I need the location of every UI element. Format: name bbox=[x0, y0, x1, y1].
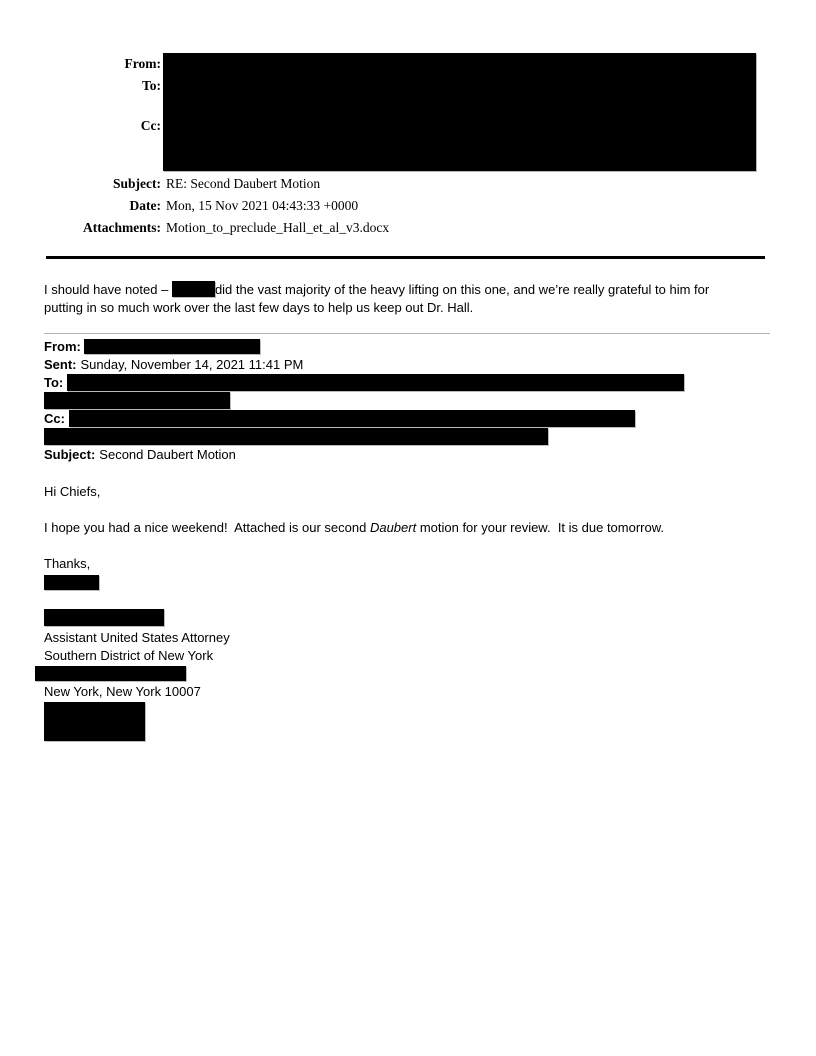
header-from-label: From: bbox=[124, 56, 161, 71]
redaction-signature-address bbox=[35, 666, 186, 681]
quoted-subject-row bbox=[44, 446, 772, 464]
reply-paragraph bbox=[44, 281, 772, 317]
header-row-to bbox=[40, 77, 161, 94]
header-row-date bbox=[40, 197, 358, 214]
quoted-email-divider bbox=[44, 333, 770, 334]
italic-case-name: Daubert bbox=[369, 520, 417, 535]
reply-text-2: did the vast majority of the heavy lifting on this one, and we’re really grateful to him for bbox=[214, 282, 710, 297]
quoted-subject-value: Second Daubert Motion bbox=[99, 447, 236, 462]
quoted-greeting: Hi Chiefs, bbox=[44, 484, 101, 499]
redaction-quoted-to-line1 bbox=[67, 374, 684, 391]
redaction-quoted-from bbox=[84, 339, 260, 354]
quoted-main-sentence bbox=[44, 519, 772, 537]
redaction-recipients-block bbox=[163, 53, 756, 171]
header-subject-label: Subject: bbox=[113, 176, 161, 191]
email-body bbox=[44, 281, 772, 741]
header-to-label: To: bbox=[141, 78, 161, 93]
signature-block bbox=[44, 609, 772, 741]
header-subject-value: RE: Second Daubert Motion bbox=[166, 176, 321, 191]
quoted-from-row bbox=[44, 338, 772, 356]
signature-title: Assistant United States Attorney bbox=[44, 630, 230, 645]
quoted-cc-row-wrap bbox=[44, 428, 772, 446]
redaction-signature-name bbox=[44, 609, 164, 626]
quoted-from-label: From: bbox=[44, 339, 81, 354]
header-divider-rule bbox=[46, 256, 765, 259]
quoted-email-header bbox=[44, 338, 772, 464]
sentence-text-2: motion for your review. It is due tomorrow. bbox=[416, 520, 665, 535]
reply-text-1: I should have noted – bbox=[44, 282, 172, 297]
closing-block bbox=[44, 555, 772, 590]
header-row-from bbox=[40, 55, 161, 72]
signature-office: Southern District of New York bbox=[44, 648, 214, 663]
quoted-cc-label: Cc: bbox=[44, 411, 65, 426]
redaction-sender-first-name bbox=[44, 575, 99, 590]
header-cc-label: Cc: bbox=[140, 118, 161, 133]
redaction-quoted-cc-line1 bbox=[69, 410, 635, 427]
quoted-to-row-wrap bbox=[44, 392, 772, 410]
header-date-value: Mon, 15 Nov 2021 04:43:33 +0000 bbox=[166, 198, 359, 213]
header-row-attachments bbox=[40, 219, 389, 236]
quoted-to-label: To: bbox=[44, 375, 64, 390]
redaction-name-inline bbox=[172, 281, 215, 297]
redaction-signature-phone bbox=[44, 702, 145, 741]
quoted-cc-row bbox=[44, 410, 772, 428]
signature-city: New York, New York 10007 bbox=[44, 684, 201, 699]
quoted-sent-value: Sunday, November 14, 2021 11:41 PM bbox=[80, 357, 304, 372]
header-date-label: Date: bbox=[129, 198, 161, 213]
header-row-cc bbox=[40, 117, 161, 134]
quoted-sent-label: Sent: bbox=[44, 357, 77, 372]
header-attachments-value: Motion_to_preclude_Hall_et_al_v3.docx bbox=[166, 220, 390, 235]
quoted-sent-row bbox=[44, 356, 772, 374]
sentence-text-1: I hope you had a nice weekend! Attached is our second bbox=[44, 520, 370, 535]
header-attachments-label: Attachments: bbox=[83, 220, 161, 235]
redaction-quoted-cc-line2 bbox=[44, 428, 548, 445]
closing-text: Thanks, bbox=[44, 556, 91, 571]
header-row-subject bbox=[40, 175, 320, 192]
reply-text-3: putting in so much work over the last few days to help us keep out Dr. Hall. bbox=[44, 300, 474, 315]
quoted-to-row bbox=[44, 374, 772, 392]
quoted-subject-label: Subject: bbox=[44, 447, 96, 462]
redaction-quoted-to-line2 bbox=[44, 392, 230, 409]
